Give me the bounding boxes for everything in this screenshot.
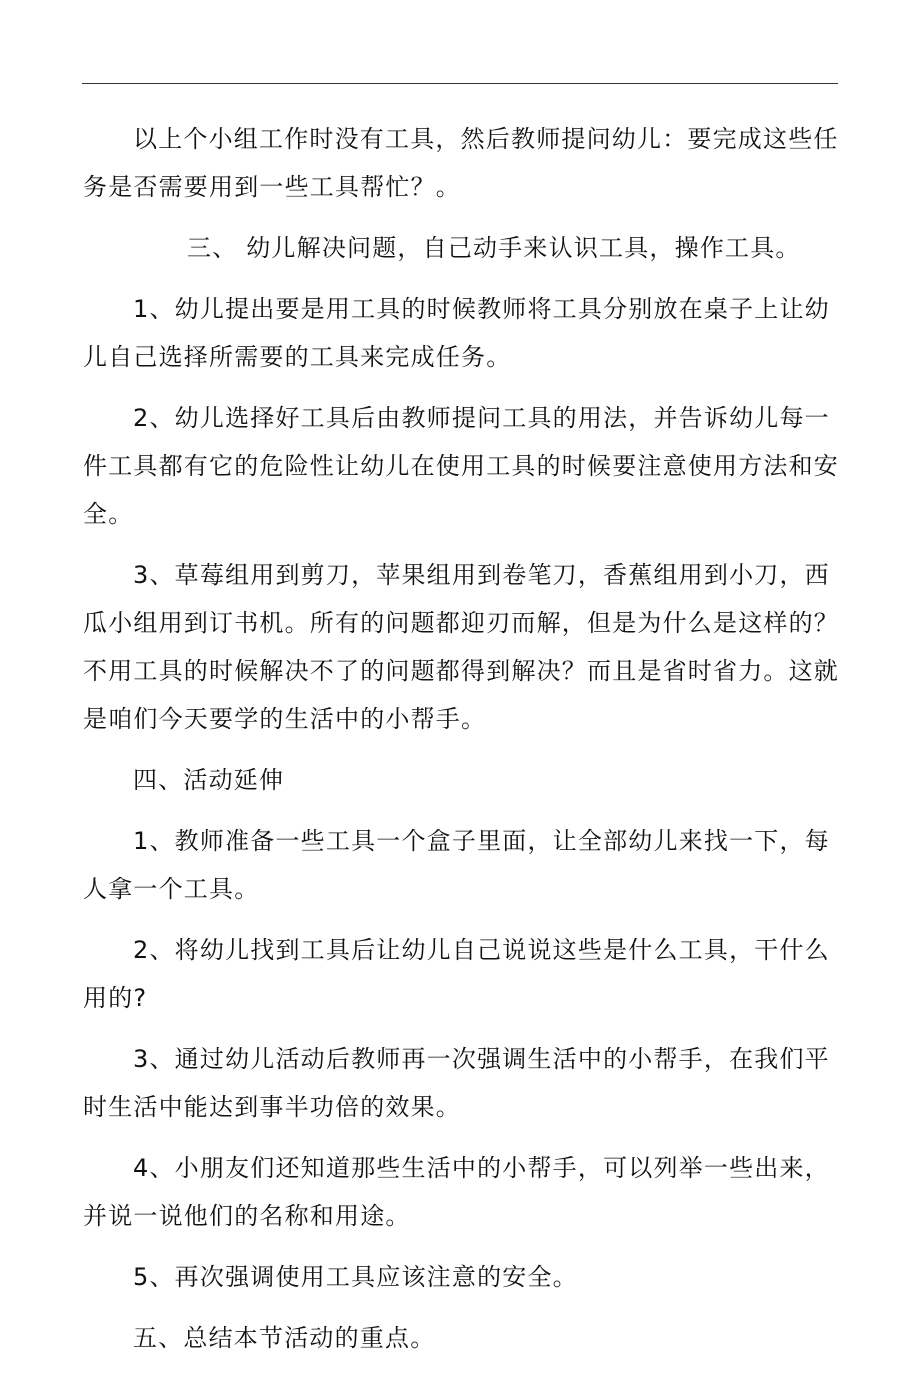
paragraph: 5、再次强调使用工具应该注意的安全。 — [133, 1263, 578, 1291]
paragraph: 2、幼儿选择好工具后由教师提问工具的用法，并告诉幼儿每一件工具都有它的危险性让幼儿在使用工具的时候要注意使用方法和安全。 — [83, 404, 839, 528]
paragraph: 以上个小组工作时没有工具，然后教师提问幼儿：要完成这些任务是否需要用到一些工具帮忙？。 — [83, 125, 839, 201]
paragraph: 1、教师准备一些工具一个盒子里面，让全部幼儿来找一下，每人拿一个工具。 — [83, 827, 830, 903]
section-heading-3: 三、 幼儿解决问题，自己动手来认识工具，操作工具。 — [187, 234, 801, 262]
section-heading-4: 四、活动延伸 — [133, 766, 285, 794]
paragraph: 3、通过幼儿活动后教师再一次强调生活中的小帮手，在我们平时生活中能达到事半功倍的效果。 — [83, 1045, 830, 1121]
paragraph: 2、将幼儿找到工具后让幼儿自己说说这些是什么工具，干什么用的? — [83, 936, 830, 1012]
paragraph: 4、小朋友们还知道那些生活中的小帮手，可以列举一些出来，并说一说他们的名称和用途。 — [83, 1154, 830, 1230]
document-body — [83, 115, 841, 1375]
section-heading-5: 五、总结本节活动的重点。 — [133, 1324, 436, 1352]
paragraph: 1、幼儿提出要是用工具的时候教师将工具分别放在桌子上让幼儿自己选择所需要的工具来完成任务。 — [83, 295, 830, 371]
header-rule — [82, 83, 838, 84]
paragraph: 3、草莓组用到剪刀，苹果组用到卷笔刀，香蕉组用到小刀，西瓜小组用到订书机。所有的问题都迎刃而解，但是为什么是这样的？不用工具的时候解决不了的问题都得到解决？而且是省时省力。这就是咱们今天要学的生活中的小帮手。 — [83, 561, 839, 733]
